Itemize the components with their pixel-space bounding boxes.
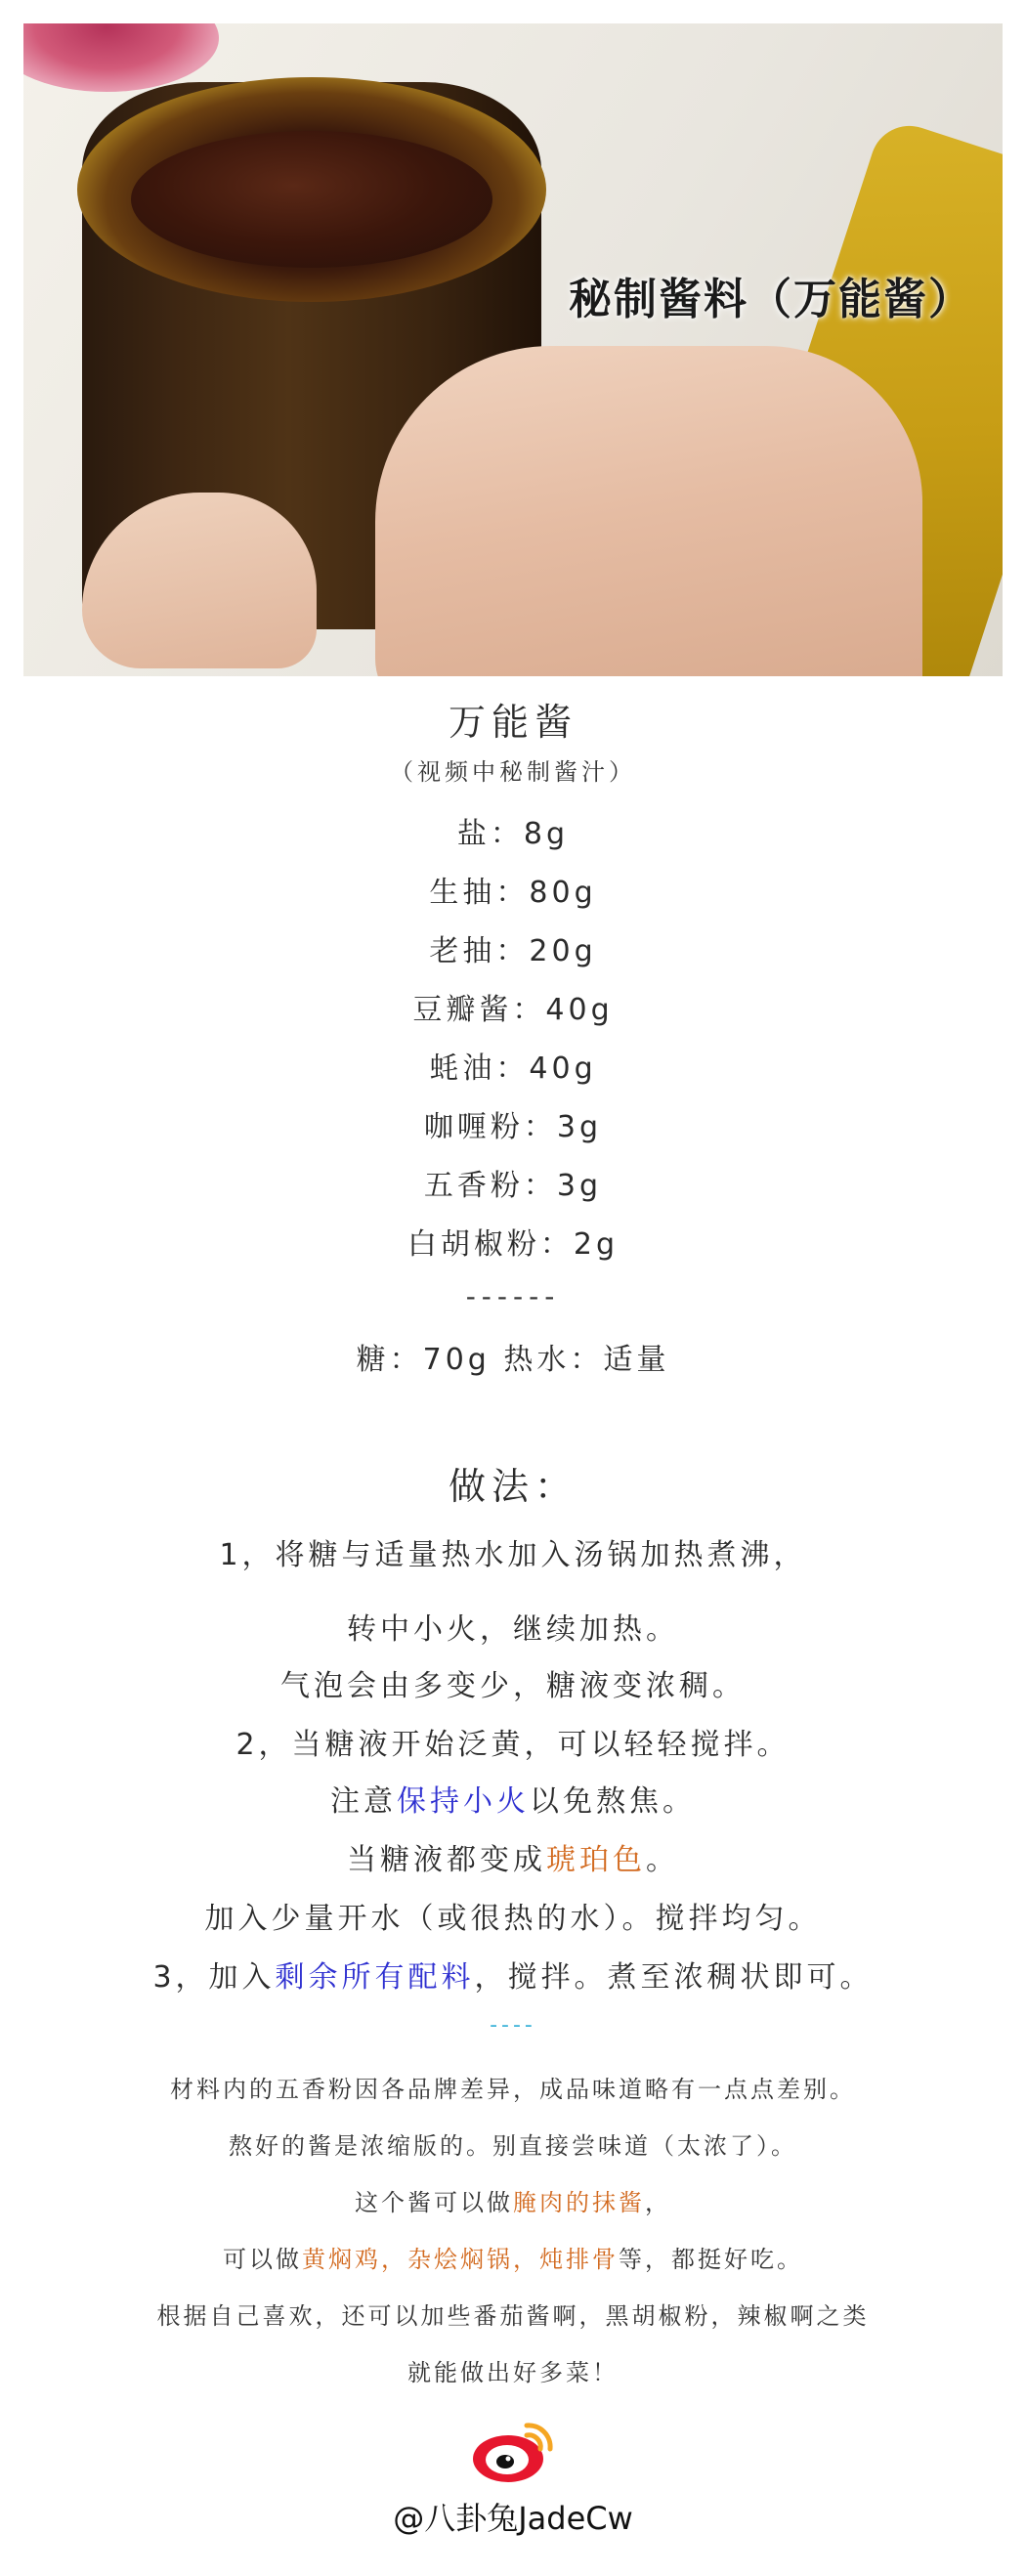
ingredient-item: 老抽：20g xyxy=(429,934,597,968)
method-text: ，搅拌。煮至浓稠状即可。 xyxy=(474,1960,874,1995)
method-line xyxy=(0,1953,1026,1996)
weibo-icon xyxy=(464,2416,562,2484)
method-line: 转中小火，继续加热。 xyxy=(347,1612,679,1647)
jar-sauce-surface xyxy=(131,131,492,268)
ingredient-item: 白胡椒粉：2g xyxy=(406,1227,620,1262)
ingredient-item: 豆瓣酱：40g xyxy=(412,993,614,1027)
note-line: 根据自己喜欢，还可以加些番茄酱啊，黑胡椒粉，辣椒啊之类 xyxy=(156,2302,870,2330)
ingredient-item: 五香粉：3g xyxy=(423,1169,603,1203)
method-line xyxy=(0,1835,1026,1878)
method-line: 加入少量开水（或很热的水）。搅拌均匀。 xyxy=(204,1902,822,1936)
method-text: 。 xyxy=(646,1843,679,1877)
method-highlight: 剩余所有配料 xyxy=(275,1960,475,1995)
note-line xyxy=(0,2183,1026,2217)
note-text: 这个酱可以做 xyxy=(355,2189,513,2216)
note-highlight: 腌肉的抹酱 xyxy=(513,2189,645,2216)
note-line: 就能做出好多菜！ xyxy=(407,2359,619,2386)
note-highlight: 黄焖鸡，杂烩焖锅，炖排骨 xyxy=(302,2246,619,2273)
ingredient-item: 盐：8g xyxy=(456,817,570,851)
ingredient-item: 咖喱粉：3g xyxy=(423,1110,603,1144)
method-line: 气泡会由多变少，糖液变浓稠。 xyxy=(280,1669,746,1703)
ingredient-item: 生抽：80g xyxy=(429,876,597,910)
method-text: 以免熬焦。 xyxy=(530,1784,696,1819)
notes-divider: ---- xyxy=(490,2013,536,2038)
recipe-title: 万能酱 xyxy=(448,701,577,744)
sugar-water-line: 糖：70g 热水：适量 xyxy=(356,1343,670,1377)
method-text: 注意 xyxy=(330,1784,397,1819)
method-highlight: 琥珀色 xyxy=(546,1843,646,1877)
note-line: 熬好的酱是浓缩版的。别直接尝味道（太浓了）。 xyxy=(229,2132,797,2160)
method-line: 2，当糖液开始泛黄，可以轻轻搅拌。 xyxy=(235,1728,791,1762)
author-handle[interactable]: @八卦兔JadeCw xyxy=(393,2500,633,2537)
recipe-subtitle: （视频中秘制酱汁） xyxy=(390,758,636,786)
method-title: 做法： xyxy=(448,1465,577,1508)
note-line xyxy=(0,2240,1026,2274)
hand xyxy=(375,346,922,676)
method-text: 3，加入 xyxy=(152,1960,276,1995)
method-text: 当糖液都变成 xyxy=(347,1843,546,1877)
note-text: 等，都挺好吃。 xyxy=(619,2246,803,2273)
note-text: 可以做 xyxy=(223,2246,302,2273)
hero-photo xyxy=(23,23,1003,676)
note-line: 材料内的五香粉因各品牌差异，成品味道略有一点点差别。 xyxy=(170,2076,856,2103)
method-highlight: 保持小火 xyxy=(397,1784,530,1819)
ingredient-item: 蚝油：40g xyxy=(429,1052,597,1086)
method-line xyxy=(0,1777,1026,1820)
method-line: 1，将糖与适量热水加入汤锅加热煮沸， xyxy=(219,1538,807,1572)
note-text: ， xyxy=(645,2189,671,2216)
separator: ------ xyxy=(465,1280,561,1312)
photo-caption: 秘制酱料（万能酱） xyxy=(569,275,973,324)
